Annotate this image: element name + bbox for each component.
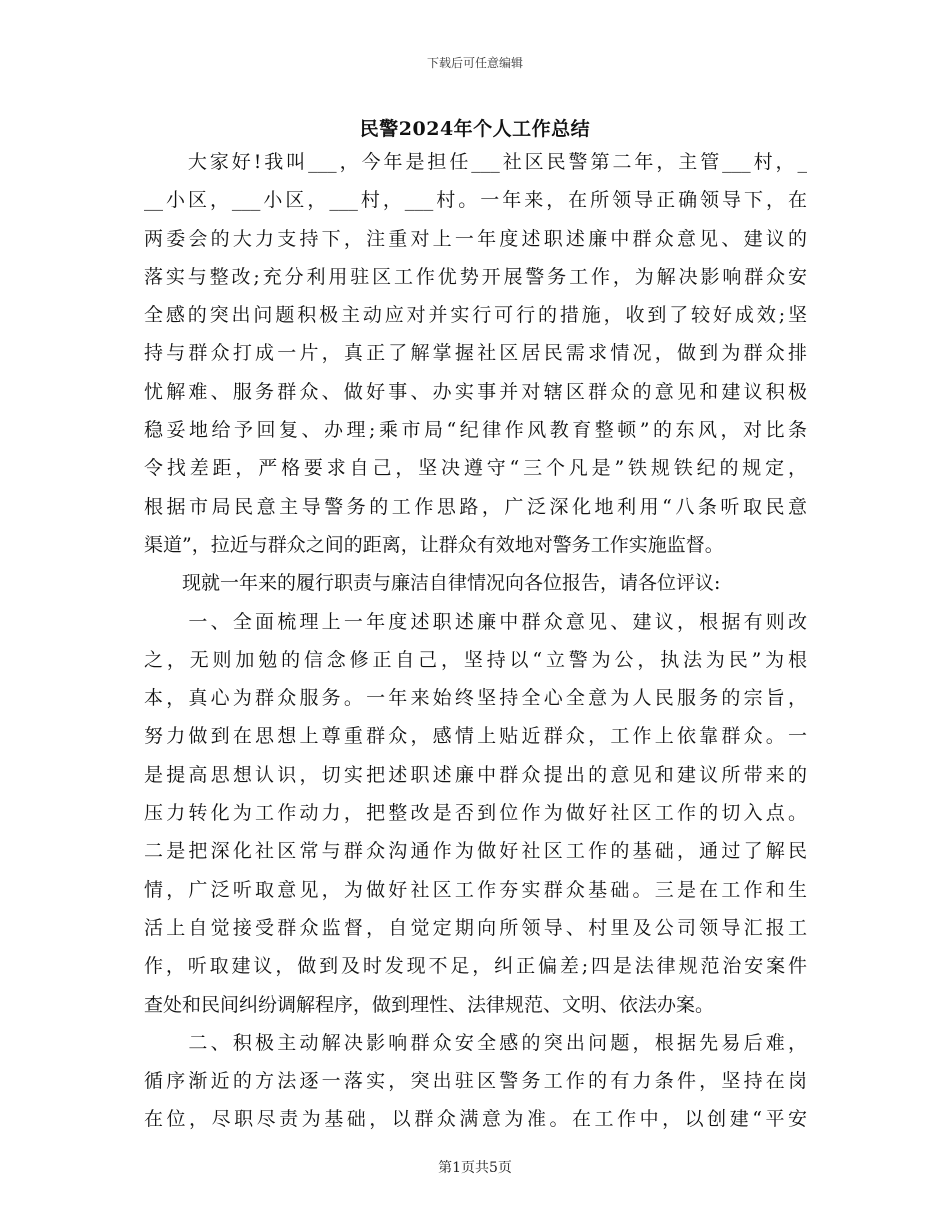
body-line: 现就一年来的履行职责与廉洁自律情况向各位报告，请各位评议: bbox=[144, 572, 721, 595]
body-line: 令找差距，严格要求自己，坚决遵守“三个凡是”铁规铁纪的规定， bbox=[144, 457, 807, 480]
body-line: 落实与整改;充分利用驻区工作优势开展警务工作，为解决影响群众安 bbox=[144, 265, 807, 288]
body-line: 二是把深化社区常与群众沟通作为做好社区工作的基础，通过了解民 bbox=[144, 840, 807, 863]
body-line: 活上自觉接受群众监督，自觉定期向所领导、村里及公司领导汇报工 bbox=[144, 916, 807, 939]
body-line: 作，听取建议，做到及时发现不足，纠正偏差;四是法律规范治安案件 bbox=[144, 955, 807, 978]
page-header-note: 下载后可任意编辑 bbox=[426, 56, 523, 70]
body-line: 大家好!我叫___，今年是担任___社区民警第二年，主管___村，_ bbox=[144, 151, 807, 173]
body-line: 本，真心为群众服务。一年来始终坚持全心全意为人民服务的宗旨， bbox=[144, 687, 807, 710]
body-line: 稳妥地给予回复、办理;乘市局“纪律作风教育整顿”的东风，对比条 bbox=[144, 419, 807, 442]
body-line: 持与群众打成一片，真正了解掌握社区居民需求情况，做到为群众排 bbox=[144, 342, 807, 365]
body-line: 渠道”，拉近与群众之间的距离，让群众有效地对警务工作实施监督。 bbox=[144, 533, 724, 556]
body-line: 情，广泛听取意见，为做好社区工作夯实群众基础。三是在工作和生 bbox=[144, 878, 807, 901]
body-line: 两委会的大力支持下，注重对上一年度述职述廉中群众意见、建议的 bbox=[144, 227, 807, 250]
body-line: 全感的突出问题积极主动应对并实行可行的措施，收到了较好成效;坚 bbox=[144, 304, 807, 327]
document-title: 民警2024年个人工作总结 bbox=[359, 118, 591, 140]
body-line: 二、积极主动解决影响群众安全感的突出问题，根据先易后难， bbox=[144, 1031, 807, 1054]
body-line: 努力做到在思想上尊重群众，感情上贴近群众，工作上依靠群众。一 bbox=[144, 725, 807, 748]
body-line: 一、全面梳理上一年度述职述廉中群众意见、建议，根据有则改 bbox=[144, 610, 807, 633]
body-line: 查处和民间纠纷调解程序，做到理性、法律规范、文明、依法办案。 bbox=[144, 993, 715, 1016]
body-line: 压力转化为工作动力，把整改是否到位作为做好社区工作的切入点。 bbox=[144, 802, 807, 825]
page-number: 第1页共5页 bbox=[438, 1160, 512, 1176]
body-line: 之，无则加勉的信念修正自己，坚持以“立警为公，执法为民”为根 bbox=[144, 648, 807, 671]
document-body bbox=[144, 143, 807, 1139]
body-line: 忧解难、服务群众、做好事、办实事并对辖区群众的意见和建议积极 bbox=[144, 380, 807, 403]
body-line: 是提高思想认识，切实把述职述廉中群众提出的意见和建议所带来的 bbox=[144, 763, 807, 786]
body-line: 循序渐近的方法逐一落实，突出驻区警务工作的有力条件，坚持在岗 bbox=[144, 1070, 807, 1093]
body-line: __小区，___小区，___村，___村。一年来，在所领导正确领导下，在 bbox=[144, 189, 807, 212]
body-line: 根据市局民意主导警务的工作思路，广泛深化地利用“八条听取民意 bbox=[144, 495, 807, 518]
body-line: 在位，尽职尽责为基础，以群众满意为准。在工作中，以创建“平安 bbox=[144, 1108, 807, 1131]
